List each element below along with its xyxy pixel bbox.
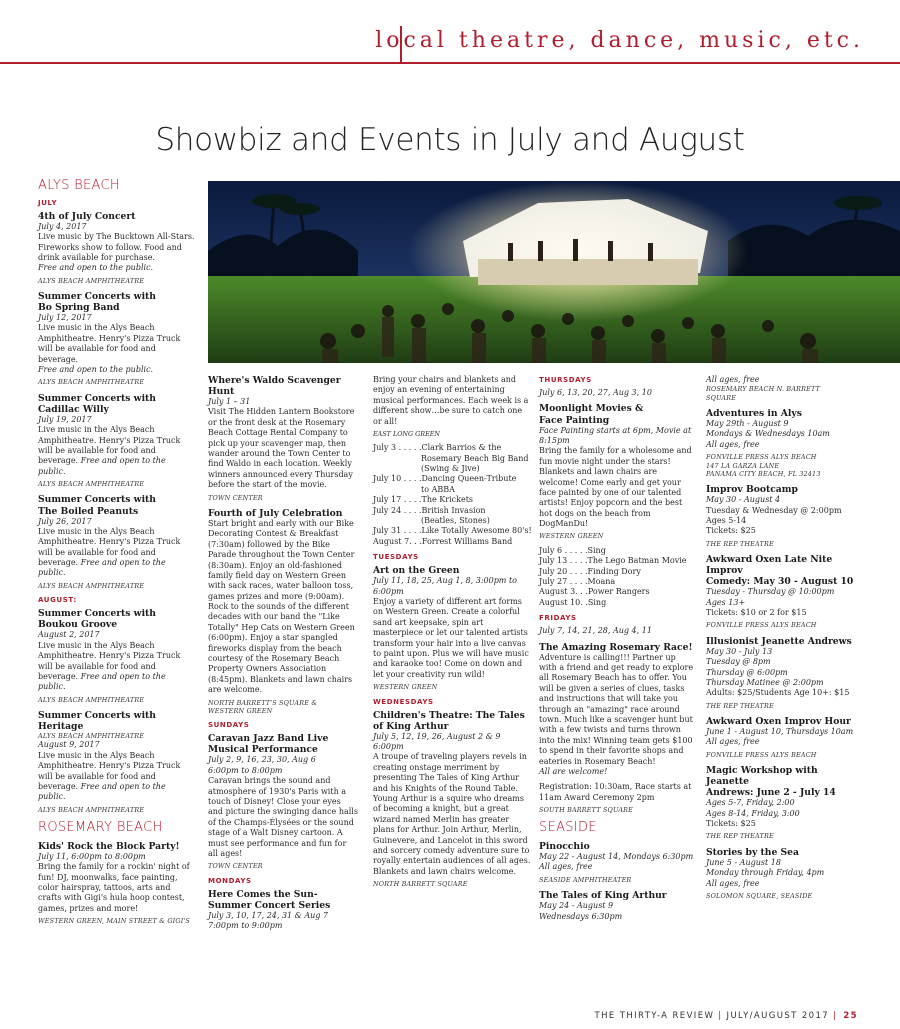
event-location-line: ROSEMARY BEACH N. BARRETT <box>706 385 821 394</box>
schedule-row: July 17 . . . .The Krickets <box>373 495 474 505</box>
column-rosemary-seaside <box>539 375 696 928</box>
event-amazing-rosemary-race <box>539 642 696 815</box>
event-description: Visit The Hidden Lantern Bookstore or the front desk at the Rosemary Beach Cottage Rental Company to pick up your scavenger map, then wander around the Town Center to find Waldo in each location. Weekly winners announced every Thursday before the start of the movie. <box>208 407 355 490</box>
event-location: ALYS BEACH AMPHITHEATRE <box>38 581 145 590</box>
event-note: All ages, free <box>706 878 760 888</box>
day-heading-tuesdays: TUESDAYS <box>373 553 419 562</box>
event-boiled-peanuts <box>38 494 195 590</box>
event-date: July 3, 10, 17, 24, 31 & Aug 7 <box>208 910 329 920</box>
schedule-row: July 20 . . . .Finding Dory <box>539 566 641 576</box>
event-location-line: NORTH BARRETT'S SQUARE & <box>208 698 318 707</box>
event-date: July 6, 13, 20, 27, Aug 3, 10 <box>539 388 652 398</box>
banner-rule <box>0 62 900 64</box>
event-title: Caravan Jazz Band Live Musical Performance <box>208 733 329 756</box>
event-pinocchio <box>539 841 696 884</box>
event-title: Where's Waldo Scavenger Hunt <box>208 375 341 398</box>
event-tickets: Adults: $25/Students Age 10+: $15 <box>706 688 850 698</box>
event-title: Here Comes the Sun-Summer Concert Series <box>208 888 331 911</box>
event-description: Adventure is calling!!! Partner up with a friend and get ready to explore all Rosemary Beach has to offer. You will be given a series of clues, tasks and instructions that will take you through an "amazing" race around town. Much like a scavenger hunt but with a few twists and turns thrown into the mix! Winning team gets $100 to spend in their favorite shops and eateries in Rosemary Beach! <box>539 652 694 766</box>
event-date: July 12, 2017 <box>38 313 92 323</box>
event-awkward-oxen-improv-hour <box>706 716 858 759</box>
event-date: August 9, 2017 <box>38 740 100 750</box>
event-schedule-line: 11am Award Ceremony 2pm <box>539 792 655 802</box>
event-title: Stories by the Sea <box>706 846 799 858</box>
event-boukou-groove <box>38 608 195 704</box>
event-title-line: The Boiled Peanuts <box>38 505 139 517</box>
event-date: May 22 - August 14, Mondays 6:30pm <box>539 852 694 862</box>
page-headline: Showbiz and Events in July and August <box>155 122 745 158</box>
event-description: Live music in the Alys Beach Amphitheatre. Henry's Pizza Truck will be available for food and beverage. <box>38 323 181 364</box>
event-date: June 5 - August 18 <box>706 857 781 867</box>
event-location: ALYS BEACH AMPHITHEATRE <box>38 805 145 814</box>
event-location: THE REP THEATRE <box>706 701 774 710</box>
event-title: Improv Bootcamp <box>706 484 798 496</box>
event-date: August 2, 2017 <box>38 630 100 640</box>
event-bo-spring-band <box>38 291 195 387</box>
day-heading-mondays: MONDAYS <box>208 876 252 885</box>
column-seaside-alys <box>706 375 858 906</box>
event-title: The Tales of King Arthur <box>539 890 667 902</box>
event-ages: Ages 5-14 <box>706 516 747 526</box>
schedule-row: July 27 . . . .Moana <box>539 576 616 586</box>
event-title-line: Awkward Oxen Late Nite Improv <box>706 554 833 577</box>
event-note: All are welcome! <box>539 766 608 776</box>
event-title: Summer Concerts with Heritage <box>38 710 156 733</box>
day-heading-wednesdays: WEDNESDAYS <box>373 697 434 706</box>
schedule-row: August 10. .Sing <box>539 597 607 607</box>
event-time: Ages 8-14, Friday, 3:00 <box>706 808 800 818</box>
event-date: May 24 - August 9 <box>539 901 614 911</box>
event-location: TOWN CENTER <box>208 493 263 502</box>
event-date: July 19, 2017 <box>38 414 92 424</box>
event-title: 4th of July Concert <box>38 210 136 222</box>
event-location <box>208 699 358 716</box>
event-date: May 30 - July 13 <box>706 646 773 656</box>
event-title <box>373 710 531 732</box>
schedule-row: July 13 . . . .The Lego Batman Movie <box>539 556 687 566</box>
event-childrens-theatre <box>373 710 531 889</box>
event-location <box>706 385 858 402</box>
event-ages: Ages 13+ <box>706 597 746 607</box>
footer-separator: | <box>833 1011 838 1021</box>
event-4th-of-july-concert <box>38 211 195 285</box>
column-rosemary-2 <box>208 375 358 938</box>
schedule-row: August 3. . .Power Rangers <box>539 587 650 597</box>
event-description-text: Live music in the Alys Beach Amphitheatre. Henry's Pizza Truck will be available for food and beverage. <box>38 750 181 791</box>
event-location-line: 147 LA GARZA LANE <box>706 461 780 470</box>
event-title-line: Summer Concerts with <box>38 608 156 620</box>
schedule-row: to ABBA <box>421 484 455 494</box>
event-description: Start bright and early with our Bike Decorating Contest & Breakfast (7:30am) followed by the Bike Parade throughout the Town Center (8:30am). Enjoy an old-fashioned family field day on Western Green with sack races, water balloon toss, games prizes and more (9:00am). Rock to the sounds of the different decades with our band the "Like Totally" Hep Cats on Western Green (6:00pm). Enjoy a star spangled fireworks display from the beach courtesy of the Rosemary Beach Property Owners Association (8:45pm). Blankets and lawn chairs are welcome. <box>208 518 355 695</box>
event-description: A troupe of traveling players revels in creating onstage merriment by presenting The Tales of King Arthur and his Knights of the Round Table. Young Arthur is a squire who dreams of becoming a knight, but a great wizard named Merlin has greater plans for Arthur. Join Arthur, Merlin, Guinevere, and Lancelot in this sword and sorcery comedy adventure sure to royally entertain audiences of all ages. Blankets and lawn chairs welcome. <box>373 752 531 876</box>
event-location: TOWN CENTER <box>208 862 263 871</box>
event-location: FONVILLE PRESS ALYS BEACH <box>706 750 817 759</box>
event-title: The Amazing Rosemary Race! <box>539 641 693 653</box>
event-location: ALYS BEACH AMPHITHEATRE <box>38 378 145 387</box>
event-date: July 7, 14, 21, 28, Aug 4, 11 <box>539 626 652 636</box>
event-time: Ages 5-7, Friday, 2:00 <box>706 798 795 808</box>
section-heading-alys-beach: ALYS BEACH <box>38 178 120 193</box>
page-footer <box>594 1011 858 1021</box>
event-title <box>706 765 858 798</box>
event-title-line: of King Arthur <box>373 720 449 732</box>
event-date: May 30 - August 4 <box>706 495 781 505</box>
event-description: Bring the family for a wholesome and fun movie night under the stars! Blankets and lawn chairs are welcome! Come early and get your face painted by one of our talented artists! Enjoy popcorn and the best hot dogs on the beach from DogManDu! <box>539 446 692 529</box>
event-note: Free and open to the public. <box>38 365 154 375</box>
event-improv-bootcamp <box>706 484 858 548</box>
event-continued <box>706 375 858 402</box>
event-adventures-in-alys <box>706 408 858 478</box>
event-title: Awkward Oxen Improv Hour <box>706 716 851 728</box>
event-time: 6:00pm to 8:00pm <box>208 765 283 775</box>
event-date: July 11, 6:00pm to 8:00pm <box>38 851 146 861</box>
event-heritage <box>38 710 195 814</box>
event-title-line: Summer Concerts with <box>38 392 156 404</box>
concert-photo <box>208 181 900 363</box>
event-title: Kids' Rock the Block Party! <box>38 840 180 852</box>
event-location: ALYS BEACH AMPHITHEATRE <box>38 480 145 489</box>
month-heading-august: AUGUST: <box>38 596 77 605</box>
event-time: 6:00pm <box>373 742 404 752</box>
section-title: local theatre, dance, music, etc. <box>375 28 864 53</box>
concert-photo-illustration <box>208 181 900 363</box>
event-title-line: Boukou Groove <box>38 619 118 631</box>
event-illusionist-jeanette-andrews <box>706 636 858 710</box>
event-description: Enjoy a variety of different art forms on Western Green. Create a colorful sand art keepsake, spin art masterpiece or let our talented artists transform your hair into a live canvas to paint upon. Plus we will have music and karaoke too! Come on down and let your creativity run wild! <box>373 597 529 679</box>
event-location-line: FONVILLE PRESS ALYS BEACH <box>706 453 817 462</box>
event-date: May 29th - August 9 <box>706 419 789 429</box>
event-title <box>38 494 195 516</box>
month-heading-july: JULY <box>38 198 58 207</box>
event-cadillac-willy <box>38 393 195 489</box>
event-title-line: Andrews: June 2 - July 14 <box>706 787 836 799</box>
event-title-line: Children's Theatre: The Tales <box>373 709 525 721</box>
schedule-row: July 3 . . . . .Clark Barrios & the <box>373 443 502 453</box>
day-heading-sundays: SUNDAYS <box>208 721 250 730</box>
event-date: June 1 - August 10, Thursdays 10am <box>706 727 854 737</box>
event-title: Fourth of July Celebration <box>208 507 343 519</box>
event-date: July 1 – 31 <box>208 397 251 407</box>
schedule-row: July 24 . . . .British Invasion <box>373 505 486 515</box>
event-time: Monday through Friday, 4pm <box>706 868 825 878</box>
event-note: Free and open to the public. <box>38 671 166 692</box>
event-awkward-oxen-late-nite <box>706 554 858 630</box>
event-title: Adventures in Alys <box>706 408 802 420</box>
event-stories-by-the-sea <box>706 847 858 901</box>
event-note: All ages, free <box>706 737 760 747</box>
event-time: 7:00pm to 9:00pm <box>208 921 283 931</box>
event-title: Illusionist Jeanette Andrews <box>706 635 852 647</box>
event-title <box>539 403 696 425</box>
event-location-top: ALYS BEACH AMPHITHEATRE <box>38 732 145 741</box>
event-location: WESTERN GREEN <box>539 532 604 541</box>
event-title-line: Moonlight Movies & <box>539 403 644 415</box>
event-date: July 26, 2017 <box>38 516 92 526</box>
event-description-text: Live music in the Alys Beach Amphitheatre. Henry's Pizza Truck will be available for food and beverage. <box>38 526 181 568</box>
day-heading-fridays: FRIDAYS <box>539 614 577 623</box>
schedule-row: July 31 . . . .Like Totally Awesome 80's! <box>373 526 532 536</box>
schedule-row: (Beatles, Stones) <box>421 516 490 526</box>
event-location: WESTERN GREEN <box>373 683 438 692</box>
event-here-comes-the-sun <box>208 889 358 932</box>
event-description <box>38 527 195 579</box>
event-title-line: Cadillac Willy <box>38 403 109 415</box>
event-location: EAST LONG GREEN <box>373 429 441 438</box>
section-heading-seaside: SEASIDE <box>539 820 597 836</box>
event-title <box>38 608 195 630</box>
event-location: THE REP THEATRE <box>706 832 774 841</box>
event-tales-of-king-arthur <box>539 890 696 922</box>
event-title-line: Summer Concerts with <box>38 291 156 302</box>
event-location: THE REP THEATRE <box>706 539 774 548</box>
footer-separator: | <box>718 1011 723 1021</box>
section-heading-rosemary-beach: ROSEMARY BEACH <box>38 820 163 836</box>
event-title <box>38 291 195 313</box>
event-title: Art on the Green <box>373 565 460 577</box>
event-note: All ages, free <box>539 862 593 872</box>
event-location: SEASIDE AMPHITHEATER <box>539 875 632 884</box>
event-description: Caravan brings the sound and atmosphere of 1930's Paris with a touch of Disney! Close your eyes and picture the swinging dance halls of the Champs-Élysées or the sound stage of a Walt Disney cartoon. A must see performance and fun for all ages! <box>208 776 358 858</box>
schedule-row: Rosemary Beach Big Band <box>421 453 529 463</box>
issue-date: JULY/AUGUST 2017 <box>726 1011 830 1021</box>
section-banner <box>0 0 900 70</box>
event-date: July 4, 2017 <box>38 221 87 231</box>
event-title <box>706 554 858 587</box>
event-time: Wednesdays 6:30pm <box>539 911 623 921</box>
event-title-line: Summer Concerts with <box>38 494 156 506</box>
event-description: Bring your chairs and blankets and enjoy an evening of entertaining musical performances. Each week is a different show…be sure to catch one or all! <box>373 375 529 426</box>
page-number: 25 <box>843 1011 858 1021</box>
event-title: Pinocchio <box>539 841 590 853</box>
day-heading-thursdays: THURSDAYS <box>539 376 592 384</box>
event-title <box>38 393 195 415</box>
event-wheres-waldo <box>208 375 358 502</box>
event-caravan-jazz-band <box>208 733 358 870</box>
event-location: SOLOMON SQUARE, SEASIDE <box>706 892 813 900</box>
event-fourth-of-july-celebration <box>208 508 358 715</box>
event-time: Tuesday @ 8pm <box>706 657 771 667</box>
event-date: July 11, 18, 25, Aug 1, 8, 3:00pm to 6:00pm <box>373 576 517 596</box>
event-time: Tuesday - Thursday @ 10:00pm <box>706 587 835 597</box>
event-magic-workshop <box>706 765 858 841</box>
event-title-line: Bo Spring Band <box>38 302 120 314</box>
event-description: Bring the family for a rockin' night of fun! DJ, moonwalks, face painting, color hairspray, tattoos, arts and crafts with Gigi's hula hoop contest, games, prizes and more! <box>38 862 190 913</box>
schedule-row: August 7. . .Forrest Williams Band <box>373 536 513 546</box>
event-description <box>38 641 195 693</box>
event-schedule-line: Registration: 10:30am, Race starts at <box>539 782 692 792</box>
publication-name: THE THIRTY-A REVIEW <box>594 1011 715 1021</box>
column-alys-rosemary <box>38 178 195 931</box>
event-title-line: Comedy: May 30 - August 10 <box>706 576 854 588</box>
event-description <box>38 425 195 477</box>
event-location: SOUTH BARRETT SQUARE <box>539 806 634 815</box>
event-location: ALYS BEACH AMPHITHEATRE <box>38 276 145 285</box>
event-time: Tuesday & Wednesday @ 2:00pm <box>706 505 842 515</box>
event-location-line: PANAMA CITY BEACH, FL 32413 <box>706 469 821 478</box>
event-date: July 5, 12, 19, 26, August 2 & 9 <box>373 731 501 741</box>
event-note: Free and open to the public. <box>38 781 166 802</box>
event-location-line: WESTERN GREEN <box>208 706 273 715</box>
event-title-line: Face Painting <box>539 414 610 426</box>
event-art-on-the-green <box>373 565 531 691</box>
event-location: NORTH BARRETT SQUARE <box>373 880 468 889</box>
event-date: July 2, 9, 16, 23, 30, Aug 6 <box>208 755 316 765</box>
event-note: All ages, free <box>706 375 760 384</box>
event-note: Free and open to the public. <box>38 456 166 476</box>
event-tickets: Tickets: $10 or 2 for $15 <box>706 608 807 618</box>
event-note: Free and open to the public. <box>38 558 166 578</box>
schedule-row: July 10 . . . .Dancing Queen-Tribute <box>373 474 517 484</box>
event-time: Thursday @ 6:00pm <box>706 667 788 677</box>
event-time: Mondays & Wednesdays 10am <box>706 429 830 439</box>
event-title-line: Magic Workshop with Jeanette <box>706 765 818 788</box>
event-description-text: Live music in the Alys Beach Amphitheatre. Henry's Pizza Truck will be available for food and beverage. <box>38 640 181 681</box>
event-kids-rock-the-block <box>38 841 195 926</box>
event-location-line: SQUARE <box>706 393 737 402</box>
event-note: All ages, free <box>706 439 760 449</box>
event-description <box>38 751 195 803</box>
column-rosemary-3 <box>373 375 531 895</box>
event-time: Face Painting starts at 6pm, Movie at 8:15pm <box>539 425 692 445</box>
schedule-row: (Swing & Jive) <box>421 464 480 474</box>
event-tickets: Tickets: $25 <box>706 526 756 536</box>
event-description: Live music by The Bucktown All-Stars. Fireworks show to follow. Food and drink available for purchase. <box>38 232 195 262</box>
concert-schedule <box>373 443 531 547</box>
event-time: Thursday Matinee @ 2:00pm <box>706 677 824 687</box>
event-location: ALYS BEACH AMPHITHEATRE <box>38 695 145 704</box>
event-tickets: Tickets: $25 <box>706 819 756 829</box>
event-moonlight-movies <box>539 403 696 540</box>
event-note: Free and open to the public. <box>38 263 154 273</box>
event-description-text: Live music in the Alys Beach Amphitheatre. Henry's Pizza Truck will be available for food and beverage. <box>38 425 181 466</box>
event-location: WESTERN GREEN, MAIN STREET & GIGI'S <box>38 917 190 926</box>
event-location <box>706 453 858 478</box>
movie-schedule <box>539 546 696 608</box>
schedule-row: July 6 . . . . .Sing <box>539 545 606 555</box>
event-location: FONVILLE PRESS ALYS BEACH <box>706 621 817 630</box>
